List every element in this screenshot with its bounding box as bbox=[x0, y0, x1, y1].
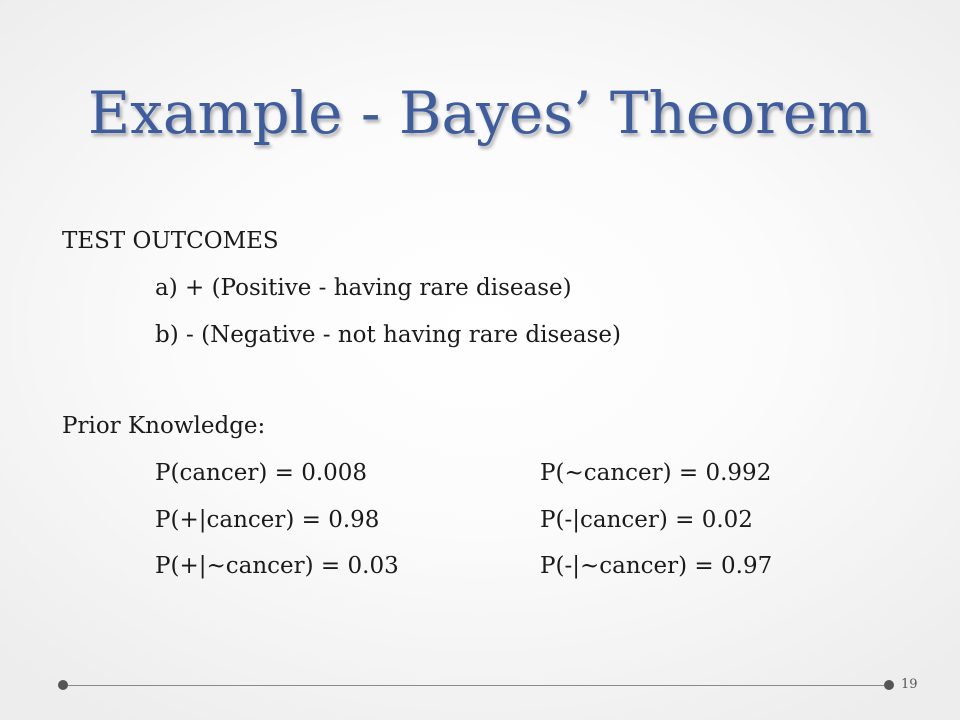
test-outcomes-heading: TEST OUTCOMES bbox=[62, 228, 279, 254]
footer-divider bbox=[66, 685, 884, 686]
probability-cancer: P(cancer) = 0.008 bbox=[155, 460, 368, 486]
outcome-item-negative: b) - (Negative - not having rare disease) bbox=[155, 322, 621, 348]
slide-title: Example - Bayes’ Theorem bbox=[87, 79, 873, 147]
probability-positive-given-not-cancer: P(+|~cancer) = 0.03 bbox=[155, 553, 399, 579]
probability-positive-given-cancer: P(+|cancer) = 0.98 bbox=[155, 507, 380, 533]
prior-knowledge-heading: Prior Knowledge: bbox=[62, 413, 266, 439]
footer-left-dot bbox=[58, 680, 68, 690]
probability-negative-given-cancer: P(-|cancer) = 0.02 bbox=[540, 507, 753, 533]
probability-negative-given-not-cancer: P(-|~cancer) = 0.97 bbox=[540, 553, 773, 579]
footer-right-dot bbox=[884, 680, 894, 690]
outcome-item-positive: a) + (Positive - having rare disease) bbox=[155, 275, 572, 301]
probability-not-cancer: P(~cancer) = 0.992 bbox=[540, 460, 772, 486]
page-number: 19 bbox=[901, 677, 918, 692]
